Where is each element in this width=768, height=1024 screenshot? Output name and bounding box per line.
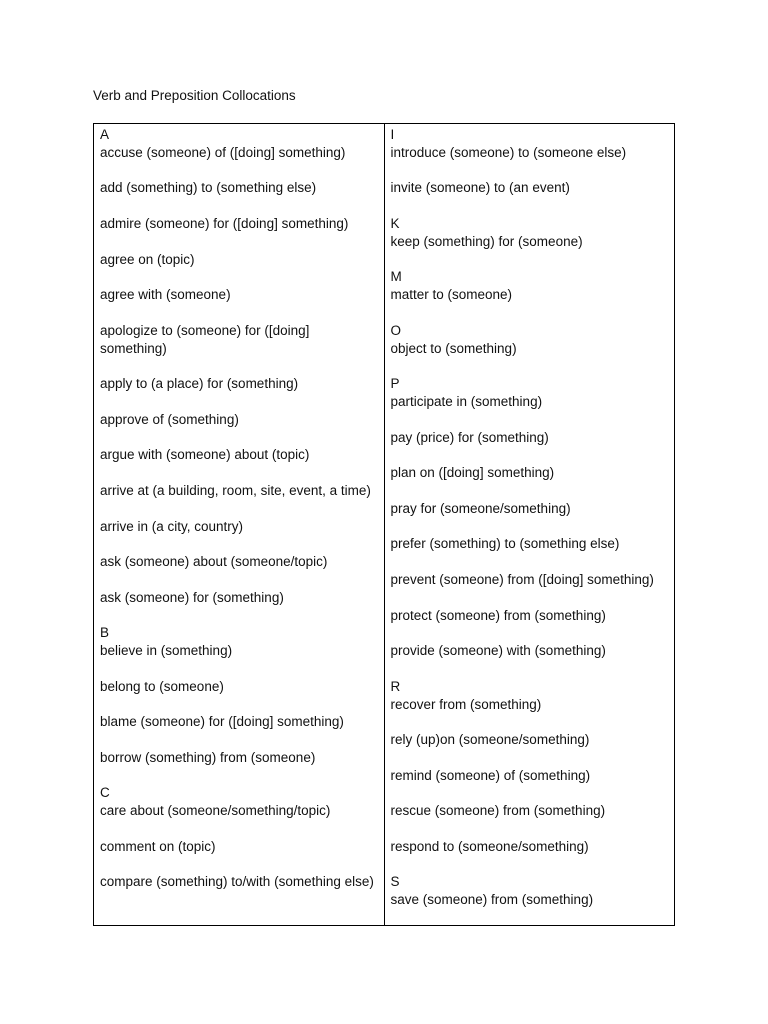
collocation-entry: argue with (someone) about (topic) [100,447,310,463]
collocation-entry: ask (someone) about (someone/topic) [100,554,328,570]
section-letter: A [100,127,110,142]
entry-spacer [100,268,378,286]
collocation-entry: believe in (something) [100,643,233,659]
section-letter: O [390,322,402,338]
collocation-entry: apply to (a place) for (something) [100,376,299,392]
entry-spacer [391,518,669,536]
collocation-entry: pray for (someone/something) [390,500,571,516]
entry-spacer [391,357,669,375]
entry-spacer [100,464,378,482]
collocation-entry: participate in (something) [390,393,543,409]
collocation-entry: compare (something) to/with (something else) [100,874,374,890]
collocation-entry: care about (someone/something/topic) [100,803,331,819]
entry-spacer [391,856,669,874]
collocation-entry: provide (someone) with (something) [390,643,606,659]
collocations-table [93,123,675,926]
entry-spacer [391,909,669,925]
section-letter: I [390,127,395,142]
section-letter: P [390,376,400,392]
document-title: Verb and Preposition Collocations [93,88,296,103]
section-letter: K [390,215,400,231]
entry-spacer [100,162,378,180]
collocation-entry: arrive at (a building, room, site, event, a time) [100,482,371,498]
entry-spacer [391,251,669,269]
entry-spacer [100,856,378,874]
entry-spacer [391,784,669,802]
entry-spacer [391,304,669,322]
collocation-entry: ask (someone) for (something) [100,589,284,605]
table-column-right [385,124,675,925]
collocation-entry: respond to (someone/something) [390,838,589,854]
entry-spacer [391,446,669,464]
collocation-entry: invite (someone) to (an event) [390,180,570,196]
entry-spacer [391,589,669,607]
entry-spacer [100,357,378,375]
collocation-entry: apologize to (someone) for ([doing] something) [100,322,310,356]
collocation-entry: rescue (someone) from (something) [390,803,606,819]
entry-spacer [391,660,669,678]
entry-spacer [100,429,378,447]
collocation-entry: protect (someone) from (something) [390,607,606,623]
collocation-entry: rely (up)on (someone/something) [390,732,590,748]
entry-spacer [100,607,378,625]
entry-spacer [391,482,669,500]
entry-spacer [391,713,669,731]
entry-spacer [100,820,378,838]
entry-spacer [100,233,378,251]
entry-spacer [391,411,669,429]
entry-spacer [391,820,669,838]
collocation-entry: borrow (something) from (someone) [100,749,316,765]
collocation-entry: prevent (someone) from ([doing] something) [390,571,654,587]
collocation-entry: blame (someone) for ([doing] something) [100,714,344,730]
collocation-entry: comment on (topic) [100,838,216,854]
collocation-entry: add (something) to (something else) [100,180,317,196]
collocation-entry: admire (someone) for ([doing] something) [100,215,349,231]
section-letter: B [100,625,110,641]
entry-spacer [100,891,378,909]
collocation-entry: belong to (someone) [100,678,224,694]
collocation-entry: save (someone) from (something) [390,892,594,908]
entry-spacer [100,696,378,714]
section-letter: R [390,678,401,694]
collocation-entry: object to (something) [390,340,517,356]
entry-spacer [100,535,378,553]
entry-spacer [100,197,378,215]
section-letter: S [390,874,400,890]
entry-spacer [100,660,378,678]
entry-spacer [100,500,378,518]
entry-spacer [100,571,378,589]
collocation-entry: agree with (someone) [100,287,231,303]
entry-spacer [100,731,378,749]
collocation-entry: matter to (someone) [390,287,513,303]
collocation-entry: keep (something) for (someone) [390,233,583,249]
entry-spacer [391,553,669,571]
entry-spacer [391,624,669,642]
collocation-entry: agree on (topic) [100,251,195,267]
entry-spacer [100,767,378,785]
collocation-entry: introduce (someone) to (someone else) [390,144,627,160]
collocation-entry: approve of (something) [100,411,239,427]
entry-spacer [391,162,669,180]
collocation-entry: pay (price) for (something) [390,429,549,445]
collocation-entry: accuse (someone) of ([doing] something) [100,144,346,160]
entry-spacer [100,393,378,411]
section-letter: M [390,269,402,285]
entry-spacer [391,749,669,767]
collocation-entry: remind (someone) of (something) [390,767,591,783]
collocation-entry: arrive in (a city, country) [100,518,244,534]
table-column-left [94,124,385,925]
section-letter: C [100,785,110,801]
collocation-entry: recover from (something) [390,696,542,712]
collocation-entry: plan on ([doing] something) [390,465,555,481]
collocation-entry: prefer (something) to (something else) [390,536,620,552]
entry-spacer [100,304,378,322]
entry-spacer [391,197,669,215]
